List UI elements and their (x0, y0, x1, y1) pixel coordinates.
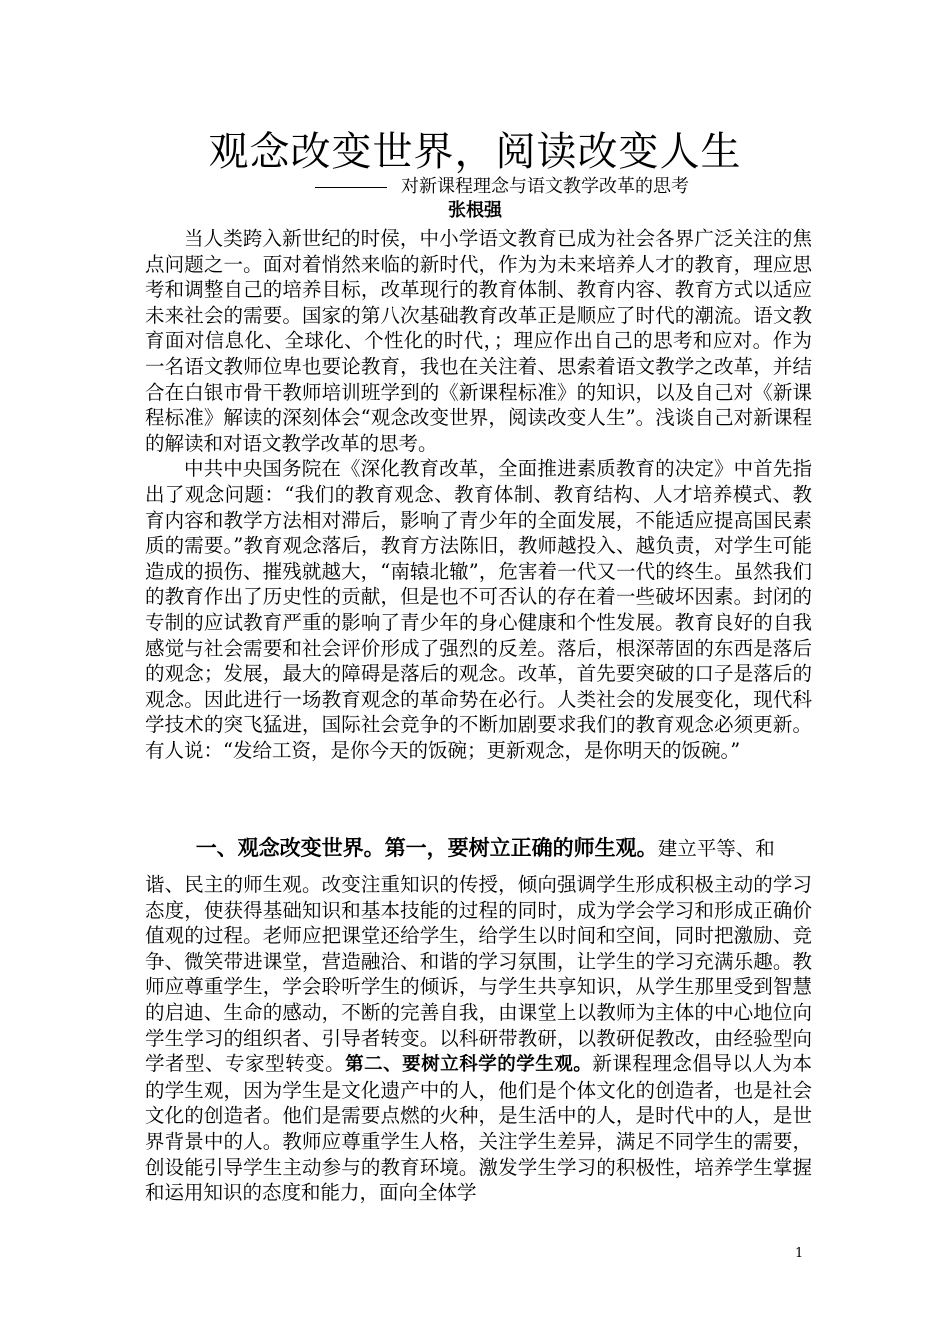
author-name: 张根强 (448, 200, 502, 221)
point-1-text: 谐、民主的师生观。改变注重知识的传授，倾向强调学生形成积极主动的学习态度，使获得基础知识和基本技能的过程的同时，成为学会学习和形成正确价值观的过程。老师应把课堂还给学生，给学生以时间和空间，同时把激励、竞争、微笑带进课堂，营造融洽、和谐的学习氛围，让学生的学习充满乐趣。教师应尊重学生，学会聆听学生的倾诉，与学生共享知识，从学生那里受到智慧的启迪、生命的感动，不断的完善自我，由课堂上以教师为主体的中心地位向学生学习的组织者、引导者转变。以科研带教研，以教研促教改，由经验型向学者型、专家型转变。 (145, 873, 812, 1076)
point-1-heading: 第一，要树立正确的师生观。 (384, 835, 658, 860)
point-2-heading: 第二、要树立科学的学生观。 (345, 1054, 593, 1076)
body-text-block-1 (145, 226, 812, 763)
page-number: 1 (795, 1246, 804, 1261)
paragraph-1: 当人类跨入新世纪的时侯，中小学语文教育已成为社会各界广泛关注的焦点问题之一。面对着悄然来临的新时代，作为为未来培养人才的教育，理应思考和调整自己的培养目标，改革现行的教育体制、教育内容、教育方式以适应未来社会的需要。国家的第八次基础教育改革正是顺应了时代的潮流。语文教育面对信息化、全球化、个性化的时代，；理应作出自己的思考和应对。作为一名语文教师位卑也要论教育，我也在关注着、思索着语文教学之改革，并结合在白银市骨干教师培训班学到的《新课程标准》的知识，以及自己对《新课程标准》解读的深刻体会“观念改变世界，阅读改变人生”。浅谈自己对新课程的解读和对语文教学改革的思考。 (145, 227, 812, 455)
paragraph-2: 中共中央国务院在《深化教育改革，全面推进素质教育的决定》中首先指出了观念问题：“我们的教育观念、教育体制、教育结构、人才培养模式、教育内容和教学方法相对滞后，影响了青少年的全面发展，不能适应提高国民素质的需要。”教育观念落后，教育方法陈旧，教师越投入、越负责，对学生可能造成的损伤、摧残就越大，“南辕北辙”，危害着一代又一代的终生。虽然我们的教育作出了历史性的贡献，但是也不可否认的存在着一些破坏因素。封闭的专制的应试教育严重的影响了青少年的身心健康和个性发展。教育良好的自我感觉与社会需要和社会评价形成了强烈的反差。落后，根深蒂固的东西是落后的观念；发展，最大的障碍是落后的观念。改革，首先要突破的口子是落后的观念。因此进行一场教育观念的革命势在必行。人类社会的发展变化，现代科学技术的突飞猛进，国际社会竞争的不断加剧要求我们的教育观念必须更新。有人说：“发给工资，是你今天的饭碗；更新观念，是你明天的饭碗。” (145, 457, 812, 762)
section-heading-line (145, 834, 812, 863)
document-subtitle (315, 176, 835, 198)
section-1-heading: 一、观念改变世界。 (195, 835, 385, 860)
subtitle-dash (315, 187, 387, 188)
paragraph-3 (145, 872, 812, 1206)
subtitle-text: 对新课程理念与语文教学改革的思考 (401, 176, 689, 197)
point-1-lead: 建立平等、和 (657, 837, 775, 860)
point-2-text: 新课程理念倡导以人为本的学生观，因为学生是文化遗产中的人，他们是个体文化的创造者，也是社会文化的创造者。他们是需要点燃的火种，是生活中的人，是时代中的人，是世界背景中的人。教师应尊重学生人格，关注学生差异，满足不同学生的需要，创设能引导学生主动参与的教育环境。激发学生学习的积极性，培养学生掌握和运用知识的态度和能力，面向全体学 (145, 1052, 812, 1205)
document-title: 观念改变世界，阅读改变人生 (208, 129, 742, 175)
body-text-block-2 (145, 872, 812, 1206)
